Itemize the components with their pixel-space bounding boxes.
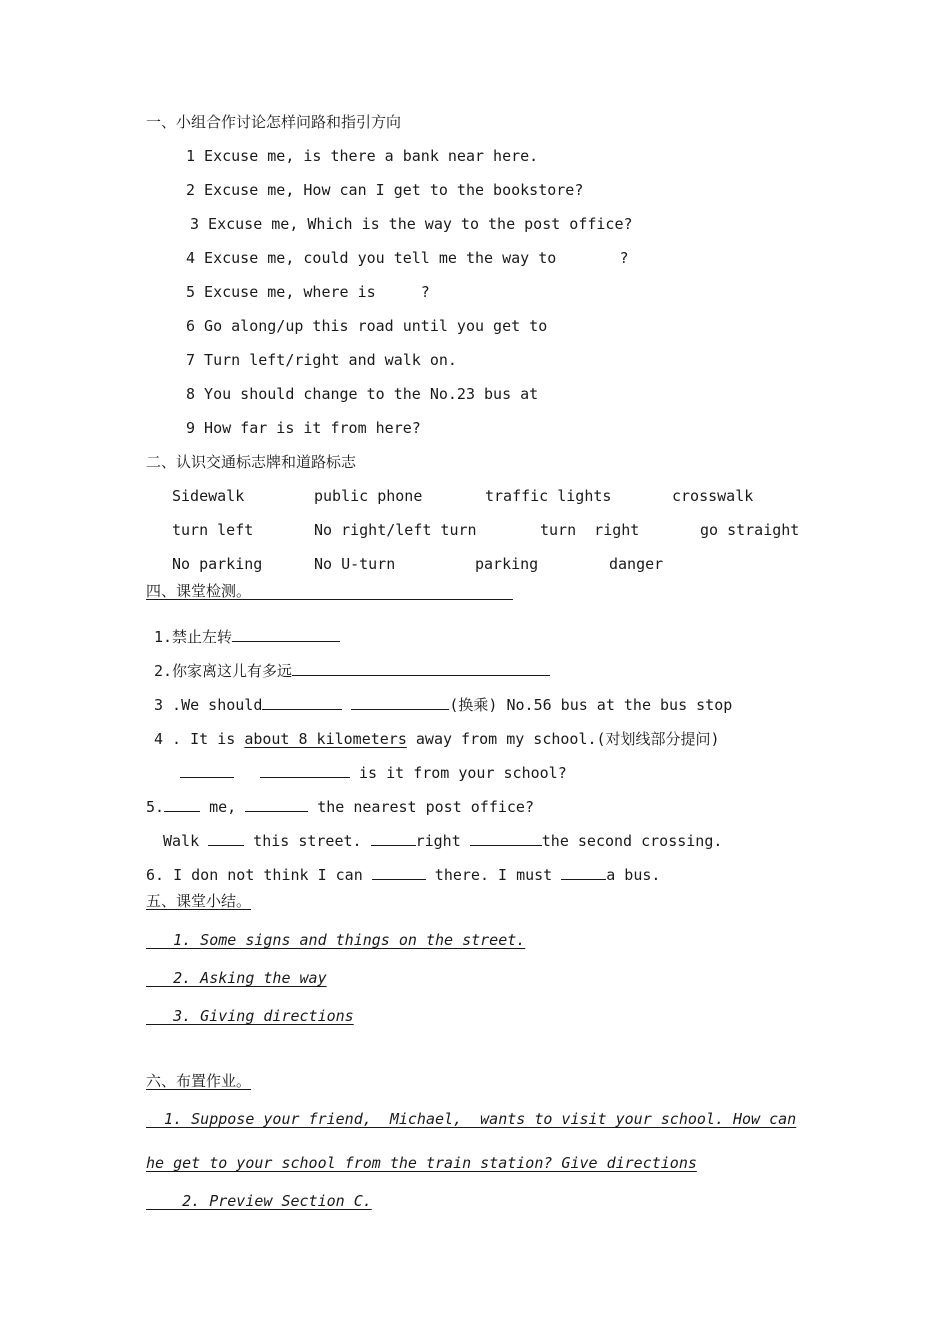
q5-line2-text-a: Walk bbox=[163, 832, 200, 850]
q4-text-b: away from my school.(对划线部分提问) bbox=[406, 730, 720, 748]
sign-danger: danger bbox=[609, 555, 664, 573]
q6-text-a: 6. I don not think I can bbox=[146, 866, 363, 884]
section1-heading: 一、小组合作讨论怎样问路和指引方向 bbox=[146, 113, 402, 131]
section1-line-6: 6 Go along/up this road until you get to bbox=[186, 317, 548, 335]
sign-turn-right: turn right bbox=[540, 521, 640, 539]
q5 bbox=[146, 797, 534, 817]
q6-blank-2[interactable] bbox=[561, 865, 606, 880]
sign-parking: parking bbox=[475, 555, 539, 573]
sign-sidewalk: Sidewalk bbox=[172, 487, 245, 505]
summary-item-3: 3. Giving directions bbox=[146, 1007, 354, 1025]
section4-heading-rule bbox=[146, 599, 513, 600]
homework-item-2: 2. Preview Section C. bbox=[146, 1192, 372, 1210]
q3-text-b: (换乘) No.56 bus at the bus stop bbox=[449, 696, 733, 714]
q5-text-a: 5. bbox=[146, 798, 165, 816]
q1 bbox=[154, 627, 340, 647]
sign-turn-left: turn left bbox=[172, 521, 254, 539]
section1-line-4: 4 Excuse me, could you tell me the way to ? bbox=[186, 249, 629, 267]
q4-underlined: about 8 kilometers bbox=[244, 730, 407, 748]
q3-blank-2[interactable] bbox=[351, 695, 449, 710]
section1-line-8: 8 You should change to the No.23 bus at bbox=[186, 385, 539, 403]
section1-line-2: 2 Excuse me, How can I get to the bookstore? bbox=[186, 181, 584, 199]
q4-line2-text: is it from your school? bbox=[359, 764, 567, 782]
q5-line2-text-b: this street. bbox=[244, 832, 362, 850]
sign-no-u-turn: No U-turn bbox=[314, 555, 396, 573]
section1-line-1: 1 Excuse me, is there a bank near here. bbox=[186, 147, 539, 165]
q1-text: 1.禁止左转 bbox=[154, 628, 233, 646]
section6-heading: 六、布置作业。 bbox=[146, 1072, 252, 1090]
q5-line2-text-c: right bbox=[415, 832, 461, 850]
q6 bbox=[146, 865, 660, 885]
q6-text-b: there. I must bbox=[425, 866, 553, 884]
sign-crosswalk: crosswalk bbox=[672, 487, 754, 505]
q3-blank-1[interactable] bbox=[262, 695, 342, 710]
q1-blank[interactable] bbox=[232, 627, 340, 642]
sign-no-turn: No right/left turn bbox=[314, 521, 477, 539]
q6-text-c: a bus. bbox=[606, 866, 661, 884]
q2-text: 2.你家离这儿有多远 bbox=[154, 662, 293, 680]
sign-go-straight: go straight bbox=[700, 521, 800, 539]
q5-line2-blank-2[interactable] bbox=[371, 831, 416, 846]
q5-line2-blank-1[interactable] bbox=[208, 831, 244, 846]
section4-heading: 四、课堂检测。 bbox=[146, 582, 252, 600]
q4 bbox=[154, 729, 720, 749]
q5-text-b: me, bbox=[200, 798, 237, 816]
q5-blank-2[interactable] bbox=[245, 797, 308, 812]
q4-blank-1[interactable] bbox=[180, 763, 234, 778]
q2 bbox=[154, 661, 550, 681]
section1-line-7: 7 Turn left/right and walk on. bbox=[186, 351, 457, 369]
q3-text-a: 3 .We should bbox=[154, 696, 263, 714]
q5-blank-1[interactable] bbox=[164, 797, 200, 812]
q6-blank-1[interactable] bbox=[372, 865, 426, 880]
section1-line-3: 3 Excuse me, Which is the way to the post office? bbox=[190, 215, 633, 233]
section5-heading: 五、课堂小结。 bbox=[146, 892, 252, 910]
q5-line2 bbox=[163, 831, 722, 851]
homework-item-1-line-2: he get to your school from the train station? Give directions bbox=[146, 1154, 697, 1172]
q3 bbox=[154, 695, 732, 715]
sign-no-parking: No parking bbox=[172, 555, 263, 573]
q2-blank[interactable] bbox=[292, 661, 550, 676]
q4-text-a: 4 . It is bbox=[154, 730, 245, 748]
q4-line2 bbox=[180, 763, 567, 783]
q5-text-c: the nearest post office? bbox=[308, 798, 534, 816]
summary-item-1: 1. Some signs and things on the street. bbox=[146, 931, 526, 949]
q4-blank-2[interactable] bbox=[260, 763, 350, 778]
q5-line2-text-d: the second crossing. bbox=[541, 832, 723, 850]
section2-heading: 二、认识交通标志牌和道路标志 bbox=[146, 453, 357, 471]
section1-line-9: 9 How far is it from here? bbox=[186, 419, 421, 437]
section1-line-5: 5 Excuse me, where is ? bbox=[186, 283, 430, 301]
sign-traffic-lights: traffic lights bbox=[485, 487, 612, 505]
q5-line2-blank-3[interactable] bbox=[470, 831, 542, 846]
summary-item-2: 2. Asking the way bbox=[146, 969, 327, 987]
sign-public-phone: public phone bbox=[314, 487, 423, 505]
homework-item-1-line-1: 1. Suppose your friend, Michael, wants to visit your school. How can bbox=[146, 1110, 797, 1128]
